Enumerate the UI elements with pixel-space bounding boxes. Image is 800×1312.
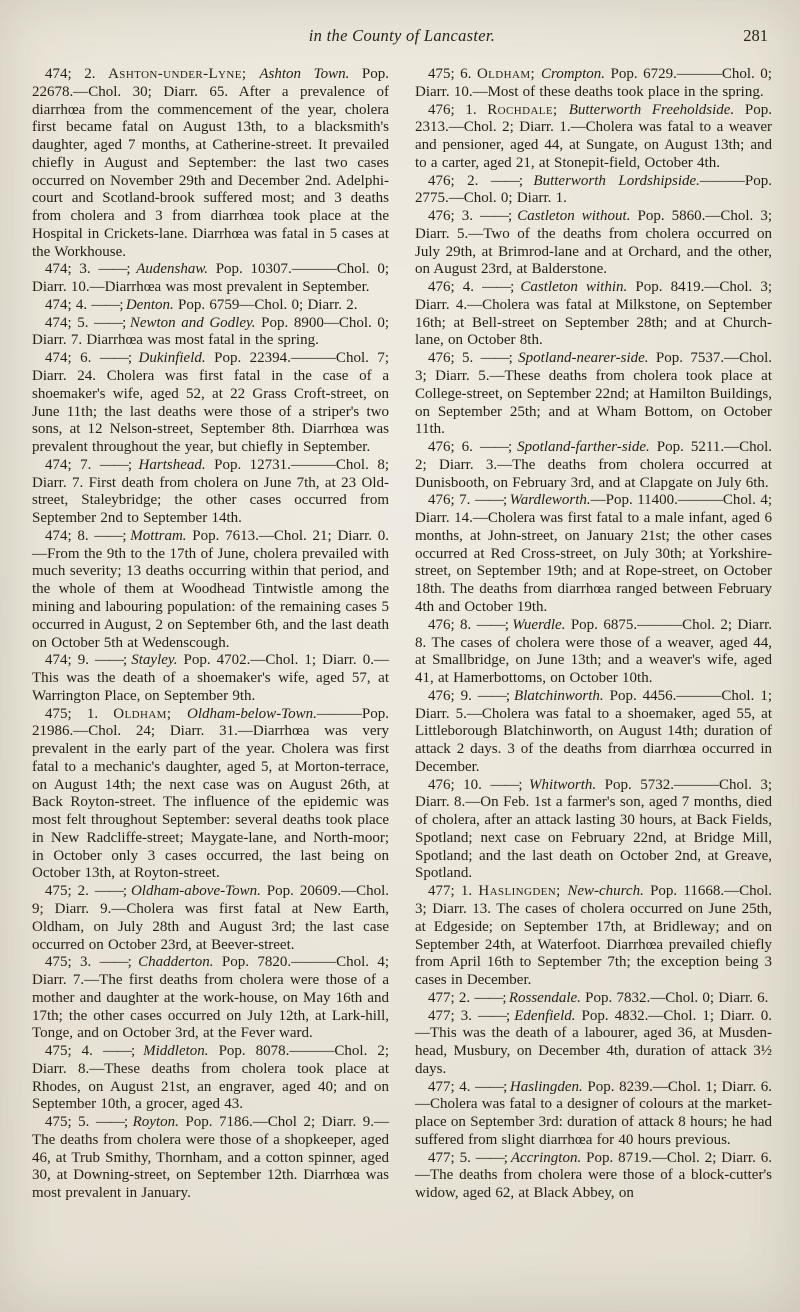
entry-district: Haslingden; [478, 883, 568, 900]
entry-ref: 477; 5. [428, 1149, 476, 1166]
entry-body: Pop. 7832.—Chol. 0; Diarr. 6. [585, 989, 769, 1006]
entry-ref: 474; 3. [45, 261, 99, 278]
entry-body: Pop. 6875.———Chol. 2; Diarr. 8. The cases of cholera were those of a weaver, aged 44, at Smallbridge, on June 13th; and a weaver's wife, aged 41, at Hamerbottoms, on October 10th. [415, 616, 773, 687]
entry-place: Butterworth Freeholdside. [568, 101, 745, 118]
entry [32, 706, 389, 884]
entry-ref: 475; 4. [45, 1043, 103, 1060]
entry-body: Pop. 12731.———Chol. 8; Diarr. 7. First death from cholera on June 7th, at 23 Old-street, Staleybridge; the other cases occurred from September 2nd to September 14th. [32, 456, 389, 527]
entry-ref: 476; 2. [428, 172, 491, 189]
entry [415, 617, 772, 688]
entry-place: Edenfield. [514, 1007, 582, 1024]
entry-district: ——; [94, 883, 131, 900]
entry-ref: 474; 4. [45, 296, 92, 313]
entry-district: ——; [476, 616, 513, 633]
entry-district: ——; [490, 172, 534, 189]
entry-ref: 476; 6. [428, 439, 480, 456]
entry [415, 990, 772, 1008]
entry-body: Pop. 22394.———Chol. 7; Diarr. 24. Cholera was first fatal in the case of a shoemaker's wife, aged 52, at 22 Grass Croft-street, on June 11th; the last deaths were those of a striper's two sons, at 12 Nelson-street, September 8th. Diarrhœa was prevalent throughout the year, but chiefly in September. [32, 350, 390, 456]
entry-place: New-church. [567, 883, 651, 900]
entry-place: Oldham-below-Town. [187, 705, 317, 722]
entry [32, 457, 389, 528]
entry-body: Pop. 8419.—Chol. 3; Diarr. 4.—Cholera was fatal at Milkstone, on September 16th; at Bell-street on September 28th; and at Church-lane, on October 8th. [415, 279, 773, 349]
entry-body: Pop. 20609.—Chol. 9; Diarr. 9.—Cholera was first fatal at New Earth, Oldham, on July 28th and August 3rd; the last case occurred on October 23rd, at Beever-street. [32, 883, 390, 953]
entry-body: Pop. 7820.———Chol. 4; Diarr. 7.—The first deaths from cholera were those of a mother and daughter at the work-house, on May 16th and 17th; the other cases occurred on July 12th, at Lark-hill, Tonge, and on October 3rd, at the Fever ward. [32, 954, 390, 1042]
entry [415, 688, 772, 777]
entry-ref: 474; 9. [45, 652, 96, 669]
entry-ref: 476; 7. [428, 492, 475, 509]
entry-district: ——; [95, 652, 132, 669]
entry-district: ——; [94, 314, 130, 331]
entry-district: ——; [477, 687, 515, 704]
entry-body: Pop. 8078.———Chol. 2; Diarr. 8.—These deaths from cholera took place at Rhodes, on August 21st, an engraver, aged 40; and on September 10th, a grocer, aged 43. [32, 1043, 390, 1113]
entry-ref: 477; 2. [428, 989, 475, 1006]
running-header-title: in the County of Lancaster. [308, 26, 496, 45]
entry-ref: 475; 3. [45, 954, 100, 971]
entry-body: Pop. 4702.—Chol. 1; Diarr. 0.—This was the death of a shoemaker's wife, aged 57, at Warrington Place, on September 9th. [32, 652, 389, 704]
entry-place: Hartshead. [138, 456, 215, 473]
running-header [32, 26, 772, 52]
entry-district: ——; [99, 954, 139, 971]
entry [32, 883, 389, 954]
entry-district: ——; [474, 989, 509, 1006]
entry-body: Pop. 6759—Chol. 0; Diarr. 2. [178, 296, 358, 313]
entry-place: Spotland-nearer-side. [518, 350, 656, 367]
entry-district: ——; [102, 1043, 144, 1060]
column-right [415, 66, 772, 1203]
entry-district: ——; [480, 350, 519, 367]
entry-ref: 474; 6. [45, 350, 100, 367]
entry-body: Pop. 8719.—Chol. 2; Diarr. 6.—The deaths from cholera were those of a block-cutter's widow, aged 62, at Black Abbey, on [415, 1149, 772, 1202]
entry [415, 102, 772, 173]
entry-body: Pop. 7613.—Chol. 21; Diarr. 0.—From the 9th to the 17th of June, cholera prevailed with much severity; 13 deaths occurring within that period, and the whole of them at Woodhead Tintwistle among the mining and labouring population: of the remaining cases 5 occurred in August, 2 on September 6th, and the last death on October 5th at Wedenscough. [32, 527, 389, 651]
entry-body: Pop. 11668.—Chol. 3; Diarr. 13. The cases of cholera occurred on June 25th, at Edgeside; on September 17th, at Bridleway; and on September 24th, at Waterfoot. Diarrhœa prevailed chiefly from April 16th to September 7th; the exception being 3 cases in December. [415, 883, 772, 989]
entry [32, 66, 389, 261]
entry-place: Accrington. [510, 1149, 587, 1166]
entry-place: Castleton within. [520, 279, 636, 296]
entry-district: ——; [490, 776, 530, 793]
entry-place: Audenshaw. [136, 261, 216, 278]
entry-place: Rossendale. [508, 989, 586, 1006]
entry-body: Pop. 7186.—Chol 2; Diarr. 9.—The deaths from cholera were those of a shopkeeper, aged 46, at Trub Smithy, Thornham, and a cotton spinner, aged 30, at Downing-street, on September 12th. Diarrhœa was most prevalent in January. [32, 1114, 389, 1202]
entry-body: Pop. 22678.—Chol. 30; Diarr. 65. After a prevalence of diarrhœa from the commencement of the year, cholera first became fatal on August 13th, to a blacksmith's daughter, aged 7 months, at Catherine-street. It prevailed chiefly in August and September: the last two cases occurred on November 29th and December 2nd. Adelphi-court and Scotland-brook suffered most; and 3 deaths from cholera and 3 from diarrhœa took place at the Hospital in Crickets-lane. Diarrhœa was fatal in 5 cases at the Workhouse. [32, 66, 390, 260]
entry [415, 492, 772, 616]
entry [32, 261, 389, 297]
entry [415, 883, 772, 990]
entry-district: ——; [478, 1007, 515, 1024]
entry [32, 315, 389, 351]
entry [415, 350, 772, 439]
entry-body: Pop. 7537.—Chol. 3; Diarr. 5.—These deaths from cholera took place at College-street, on September 22nd; at Hamilton Buildings, on September 25th; and at Wham Bottom, on October 11th. [415, 350, 773, 438]
column-left [32, 66, 389, 1203]
entry-district: ——; [95, 1114, 133, 1131]
entry-body: Pop. 4832.—Chol. 1; Diarr. 0.—This was the death of a labourer, aged 36, at Musden-head, Musbury, on December 4th, duration of attack 3½ days. [415, 1007, 772, 1077]
entry [32, 1043, 389, 1114]
entry-ref: 474; 2. [45, 66, 109, 82]
entry-ref: 476; 8. [428, 616, 477, 633]
entry-district: ——; [475, 1078, 510, 1095]
entry [415, 1150, 772, 1203]
entry-place: Dukinfield. [138, 350, 215, 367]
entry-place: Butterworth Lordshipside. [533, 172, 700, 189]
entry-district: ——; [479, 439, 518, 456]
entry-ref: 475; 6. [428, 66, 477, 82]
entry-body: Pop. 5860.—Chol. 3; Diarr. 5.—Two of the deaths from cholera occurred on July 29th, at Brimrod-lane and at Orchard, and the other, on August 23rd, at Balderstone. [415, 208, 773, 278]
entry-place: Crompton. [540, 66, 611, 82]
entry-district: ——; [94, 527, 131, 544]
entry-body: Pop. 6729.———Chol. 0; Diarr. 10.—Most of these deaths took place in the spring. [415, 66, 772, 100]
entry-district: Oldham; [476, 66, 541, 82]
entry [32, 954, 389, 1043]
entry [415, 439, 772, 492]
entry-district: ——; [475, 1149, 511, 1166]
entry-place: Denton. [125, 296, 179, 313]
entry-ref: 475; 2. [45, 883, 95, 900]
entry [32, 297, 389, 315]
entry-place: Ashton Town. [259, 66, 362, 82]
entry-place: Chadderton. [138, 954, 222, 971]
entry [415, 777, 772, 884]
text-columns [32, 66, 772, 1203]
entry-body: Pop. 8900—Chol. 0; Diarr. 7. Diarrhœa was most fatal in the spring. [32, 314, 389, 349]
entry-body: Pop. 5211.—Chol. 2; Diarr. 3.—The deaths from cholera occurred at Dunisbooth, on February 3rd, and at Clapgate on July 6th. [415, 439, 772, 491]
entry-body: Pop. 10307.———Chol. 0; Diarr. 10.—Diarrhœa was most prevalent in September. [32, 261, 390, 296]
entry-district: Ashton-under-Lyne; [108, 66, 260, 82]
entry [415, 1079, 772, 1150]
entry-district: ——; [99, 456, 139, 473]
entry-body: Pop. 4456.———Chol. 1; Diarr. 5.—Cholera was fatal to a shoemaker, aged 55, at Littleborough Blatchinworth, on August 14th; duration of attack 2 days. 3 of the deaths from diarrhœa occurred in December. [415, 687, 772, 775]
entry [415, 208, 772, 279]
entry-body: ———Pop. 2775.—Chol. 0; Diarr. 1. [415, 172, 772, 207]
entry-district: Rochdale; [487, 101, 569, 118]
entry-place: Castleton without. [517, 208, 638, 225]
entry-place: Whitworth. [529, 776, 605, 793]
entry-body: Pop. 8239.—Chol. 1; Diarr. 6.—Cholera was fatal to a designer of colours at the market-place on September 3rd: duration of attack 8 hours; he had suffered from slight diarrhœa for 40 hours previous. [415, 1078, 773, 1148]
entry-ref: 476; 5. [428, 350, 481, 367]
entry-ref: 474; 7. [45, 456, 100, 473]
entry-district: ——; [479, 208, 518, 225]
entry-body: Pop. 5732.———Chol. 3; Diarr. 8.—On Feb. 1st a farmer's son, aged 7 months, died of cholera, after an attack lasting 30 hours, at Back Fields, Spotland; next case on February 22nd, at Bridge Mill, Spotland; and the last death on October 2nd, at Greave, Spotland. [415, 776, 773, 882]
entry-place: Wuerdle. [512, 616, 571, 633]
entry-district: ——; [482, 279, 521, 296]
entry [415, 66, 772, 102]
entry-place: Middleton. [143, 1043, 219, 1060]
entry [415, 173, 772, 209]
entry [415, 1008, 772, 1079]
entry-place: Newton and Godley. [129, 314, 262, 331]
entry [32, 1114, 389, 1203]
entry-ref: 477; 3. [428, 1007, 479, 1024]
entry-district: ——; [98, 261, 137, 278]
entry-ref: 475; 5. [45, 1114, 96, 1131]
entry-body: —Pop. 11400.———Chol. 4; Diarr. 14.—Cholera was first fatal to a male infant, aged 6 months, at John-street, on January 21st; the other cases occurred at Red Cross-street, on July 30th; at Yorkshire-street, on September 19th; and at Rope-street, on October 18th. The deaths from diarrhœa ranged between February 4th and October 19th. [415, 492, 772, 615]
entry-ref: 476; 4. [428, 279, 483, 296]
entry-ref: 476; 10. [428, 776, 491, 793]
entry-ref: 476; 1. [428, 101, 488, 118]
entry [415, 279, 772, 350]
entry-place: Oldham-above-Town. [130, 883, 267, 900]
entry-ref: 474; 8. [45, 527, 95, 544]
entry-body: Pop. 2313.—Chol. 2; Diarr. 1.—Cholera was fatal to a weaver and pensioner, aged 44, at Sungate, on August 13th; and to a carter, aged 21, at Stonepit-field, October 4th. [415, 101, 772, 171]
entry-ref: 477; 1. [428, 883, 479, 900]
entry [32, 528, 389, 652]
entry-ref: 476; 9. [428, 687, 478, 704]
entry-place: Haslingden. [509, 1078, 588, 1095]
entry-place: Spotland-farther-side. [517, 439, 657, 456]
entry-ref: 475; 1. [45, 705, 114, 722]
entry-ref: 476; 3. [428, 208, 480, 225]
entry-place: Wardleworth. [509, 492, 591, 509]
entry-district: ——; [474, 492, 510, 509]
entry-ref: 477; 4. [428, 1078, 476, 1095]
entry-district: ——; [91, 296, 126, 313]
entry-place: Royton. [132, 1114, 186, 1131]
entry-district: Oldham; [113, 705, 188, 722]
entry-district: ——; [99, 350, 139, 367]
entry-place: Mottram. [130, 527, 193, 544]
entry-place: Blatchinworth. [514, 687, 610, 704]
entry [32, 652, 389, 705]
page-number: 281 [743, 26, 768, 45]
entry-ref: 474; 5. [45, 314, 95, 331]
entry-place: Stayley. [131, 652, 184, 669]
entry [32, 350, 389, 457]
entry-body: ———Pop. 21986.—Chol. 24; Diarr. 31.—Diarrhœa was very prevalent in the early part of the year. Cholera was first fatal to a mechanic's daughter, aged 5, at Morton-terrace, on August 14th; the next case was on August 26th, at Back Royton-street. The influence of the epidemic was most felt throughout September: several deaths took place in New Radcliffe-street; Maygate-lane, and North-moor; in October only 3 cases occurred, the last being on October 13th, at Royton-street. [32, 705, 389, 882]
